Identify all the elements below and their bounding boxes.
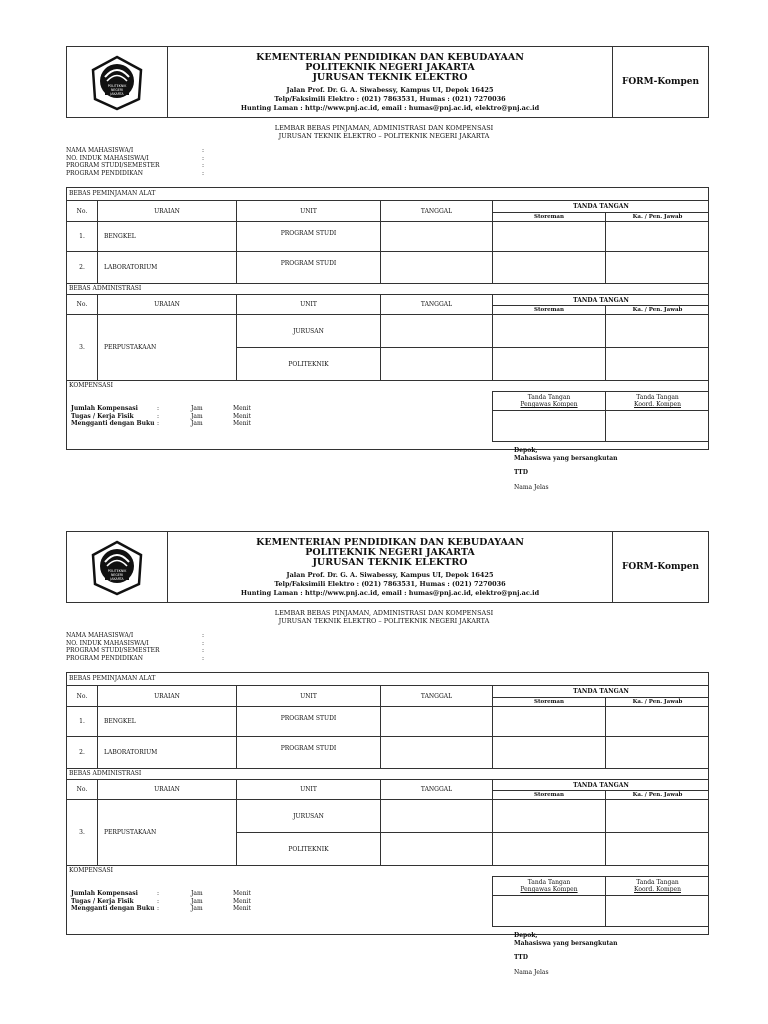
sign-role: Mahasiswa yang bersangkutan <box>514 454 618 462</box>
row-ka-sign <box>605 706 709 736</box>
komp-jam: Jam <box>191 897 203 905</box>
komp-label: Tugas / Kerja Fisik <box>71 897 134 905</box>
col-storeman: Storeman <box>492 790 605 799</box>
row-no: 3. <box>67 314 97 380</box>
sign-name: Nama Jelas <box>514 968 549 976</box>
ministry-name: KEMENTERIAN PENDIDIKAN DAN KEBUDAYAAN <box>256 537 524 548</box>
row-storeman-sign <box>492 799 605 832</box>
school-name: POLITEKNIK NEGERI JAKARTA <box>305 62 475 73</box>
field-label: NAMA MAHASISWA/I <box>66 632 134 639</box>
row-storeman-sign <box>492 832 605 865</box>
pnj-logo <box>89 55 145 111</box>
komp-jam: Jam <box>191 890 203 897</box>
student-fields <box>66 147 204 177</box>
svg-text:NEGERI: NEGERI <box>110 88 124 92</box>
ministry-name: KEMENTERIAN PENDIDIKAN DAN KEBUDAYAAN <box>256 52 524 63</box>
sign-pengawas-label <box>492 876 605 895</box>
col-no: No. <box>67 294 97 314</box>
row-ka-sign <box>605 832 709 865</box>
sign-pengawas-box <box>492 895 605 926</box>
subtitle-1: LEMBAR BEBAS PINJAMAN, ADMINISTRASI DAN KOMPENSASI <box>274 124 494 132</box>
komp-menit: Menit <box>233 412 251 420</box>
row-tanggal <box>380 736 492 768</box>
col-storeman: Storeman <box>492 697 605 706</box>
logo-cell <box>67 532 168 602</box>
form-id: FORM-Kompen <box>612 47 708 117</box>
col-tanggal: TANGGAL <box>380 685 492 706</box>
field-colon: : <box>202 169 205 177</box>
kompensasi-lines <box>71 890 251 913</box>
row-ka-sign <box>605 799 709 832</box>
subtitle-1: LEMBAR BEBAS PINJAMAN, ADMINISTRASI DAN KOMPENSASI <box>274 609 494 617</box>
komp-colon: : <box>157 905 160 912</box>
kompensasi-lines <box>71 405 251 428</box>
row-no: 2. <box>67 736 97 768</box>
signature-block <box>514 932 618 976</box>
sign-ttd: TTD <box>514 954 528 961</box>
komp-menit: Menit <box>233 405 251 412</box>
komp-colon: : <box>157 897 160 905</box>
sign-koord-line2: Koord. Kompen <box>634 401 681 408</box>
row-no: 3. <box>67 799 97 865</box>
section-title-kompensasi: KOMPENSASI <box>69 867 113 874</box>
col-unit: UNIT <box>236 294 380 314</box>
logo-cell <box>67 47 168 117</box>
komp-label: Tugas / Kerja Fisik <box>71 412 134 420</box>
form-header <box>66 46 709 118</box>
col-storeman: Storeman <box>492 305 605 314</box>
komp-label: Mengganti dengan Buku <box>71 905 155 912</box>
subtitle-2: JURUSAN TEKNIK ELEKTRO – POLITEKNIK NEGERI JAKARTA <box>278 617 490 625</box>
col-unit: UNIT <box>236 200 380 221</box>
field-label: PROGRAM STUDI/SEMESTER <box>66 647 160 654</box>
row-ka-sign <box>605 251 709 283</box>
row-uraian: LABORATORIUM <box>97 251 236 283</box>
row-storeman-sign <box>492 736 605 768</box>
sign-pengawas-line2: Pengawas Kompen <box>520 401 578 408</box>
komp-colon: : <box>157 890 160 897</box>
col-uraian: URAIAN <box>97 779 236 799</box>
sign-pengawas-box <box>492 410 605 441</box>
komp-colon: : <box>157 420 160 427</box>
row-storeman-sign <box>492 347 605 380</box>
section-title-kompensasi: KOMPENSASI <box>69 382 113 389</box>
komp-colon: : <box>157 405 160 412</box>
field-label: PROGRAM STUDI/SEMESTER <box>66 162 160 169</box>
col-tanggal: TANGGAL <box>380 779 492 799</box>
col-no: No. <box>67 685 97 706</box>
svg-text:NEGERI: NEGERI <box>110 573 124 577</box>
col-no: No. <box>67 200 97 221</box>
sign-koord-label <box>605 876 709 895</box>
section-title-admin: BEBAS ADMINISTRASI <box>69 285 142 292</box>
address: Jalan Prof. Dr. G. A. Siwabessy, Kampus UI, Depok 16425 <box>286 571 494 579</box>
col-uraian: URAIAN <box>97 200 236 221</box>
institution-block <box>167 532 613 602</box>
section-title-alat: BEBAS PEMINJAMAN ALAT <box>69 675 156 682</box>
col-tanda-tangan: TANDA TANGAN <box>492 200 709 212</box>
phone: Telp/Faksimili Elektro : (021) 7863531, Humas : (021) 7270036 <box>274 580 506 588</box>
svg-text:POLITEKNIK: POLITEKNIK <box>107 569 127 573</box>
section-title-alat: BEBAS PEMINJAMAN ALAT <box>69 190 156 197</box>
col-uraian: URAIAN <box>97 685 236 706</box>
institution-block <box>167 47 613 117</box>
sign-pengawas-line1: Tanda Tangan <box>527 879 571 886</box>
field-label: PROGRAM PENDIDIKAN <box>66 654 144 662</box>
komp-label: Jumlah Kompensasi <box>71 405 138 412</box>
col-unit: UNIT <box>236 685 380 706</box>
kompen-form <box>0 0 768 491</box>
sign-ttd: TTD <box>514 469 528 476</box>
phone: Telp/Faksimili Elektro : (021) 7863531, Humas : (021) 7270036 <box>274 95 506 103</box>
row-tanggal <box>380 251 492 283</box>
row-no: 1. <box>67 706 97 736</box>
web-email: Hunting Laman : http://www.pnj.ac.id, email : humas@pnj.ac.id, elektro@pnj.ac.id <box>240 104 540 112</box>
svg-text:JAKARTA: JAKARTA <box>110 577 124 581</box>
address: Jalan Prof. Dr. G. A. Siwabessy, Kampus UI, Depok 16425 <box>286 86 494 94</box>
section-bar-kompensasi <box>67 380 709 391</box>
row-ka-sign <box>605 736 709 768</box>
row-unit: PROGRAM STUDI <box>236 706 380 736</box>
row-unit-politeknik: POLITEKNIK <box>236 347 380 380</box>
department-name: JURUSAN TEKNIK ELEKTRO <box>312 557 468 568</box>
sign-koord-label <box>605 391 709 410</box>
row-ka-sign <box>605 314 709 347</box>
row-storeman-sign <box>492 314 605 347</box>
section-title-admin: BEBAS ADMINISTRASI <box>69 770 142 777</box>
komp-colon: : <box>157 412 160 420</box>
field-colon: : <box>202 654 205 662</box>
col-tanda-tangan: TANDA TANGAN <box>492 685 709 697</box>
row-unit: PROGRAM STUDI <box>236 221 380 251</box>
komp-menit: Menit <box>233 420 251 427</box>
row-storeman-sign <box>492 251 605 283</box>
field-colon: : <box>202 632 205 639</box>
sign-place: Depok, <box>514 932 538 939</box>
sign-place: Depok, <box>514 447 538 454</box>
field-colon: : <box>202 162 205 169</box>
section-bar-admin <box>67 283 709 294</box>
kompen-form <box>0 485 768 976</box>
clearance-table <box>66 672 709 935</box>
komp-menit: Menit <box>233 897 251 905</box>
komp-menit: Menit <box>233 890 251 897</box>
col-storeman: Storeman <box>492 212 605 221</box>
field-colon: : <box>202 639 205 647</box>
sign-koord-line2: Koord. Kompen <box>634 886 681 893</box>
sign-pengawas-label <box>492 391 605 410</box>
sign-name: Nama Jelas <box>514 483 549 491</box>
row-no: 2. <box>67 251 97 283</box>
subtitle-2: JURUSAN TEKNIK ELEKTRO – POLITEKNIK NEGERI JAKARTA <box>278 132 490 140</box>
komp-jam: Jam <box>191 905 203 912</box>
section-bar-admin <box>67 768 709 779</box>
sign-pengawas-line2: Pengawas Kompen <box>520 886 578 893</box>
row-uraian: PERPUSTAKAAN <box>97 799 236 865</box>
row-tanggal <box>380 832 492 865</box>
row-unit-jurusan: JURUSAN <box>236 314 380 347</box>
field-label: PROGRAM PENDIDIKAN <box>66 169 144 177</box>
sign-pengawas-line1: Tanda Tangan <box>527 394 571 401</box>
row-uraian: LABORATORIUM <box>97 736 236 768</box>
field-label: NAMA MAHASISWA/I <box>66 147 134 154</box>
sign-koord-line1: Tanda Tangan <box>636 879 679 886</box>
row-no: 1. <box>67 221 97 251</box>
form-header <box>66 531 709 603</box>
sign-koord-box <box>605 410 709 441</box>
pnj-logo <box>89 540 145 596</box>
col-tanggal: TANGGAL <box>380 294 492 314</box>
svg-text:JAKARTA: JAKARTA <box>110 92 124 96</box>
sign-box-bottom <box>492 441 709 442</box>
field-colon: : <box>202 647 205 654</box>
row-tanggal <box>380 314 492 347</box>
row-unit-politeknik: POLITEKNIK <box>236 832 380 865</box>
row-storeman-sign <box>492 706 605 736</box>
row-tanggal <box>380 347 492 380</box>
col-no: No. <box>67 779 97 799</box>
student-fields <box>66 632 204 662</box>
school-name: POLITEKNIK NEGERI JAKARTA <box>305 547 475 558</box>
row-ka-sign <box>605 221 709 251</box>
col-uraian: URAIAN <box>97 294 236 314</box>
field-colon: : <box>202 147 205 154</box>
col-tanggal: TANGGAL <box>380 200 492 221</box>
row-unit-jurusan: JURUSAN <box>236 799 380 832</box>
form-id: FORM-Kompen <box>612 532 708 602</box>
row-unit: PROGRAM STUDI <box>236 251 380 283</box>
komp-menit: Menit <box>233 905 251 912</box>
komp-jam: Jam <box>191 412 203 420</box>
col-ka: Ka. / Pen. Jawab <box>605 697 709 706</box>
row-unit: PROGRAM STUDI <box>236 736 380 768</box>
row-tanggal <box>380 799 492 832</box>
web-email: Hunting Laman : http://www.pnj.ac.id, email : humas@pnj.ac.id, elektro@pnj.ac.id <box>240 589 540 597</box>
row-uraian: BENGKEL <box>97 706 236 736</box>
col-ka: Ka. / Pen. Jawab <box>605 305 709 314</box>
col-tanda-tangan: TANDA TANGAN <box>492 294 709 305</box>
field-label: NO. INDUK MAHASISWA/I <box>66 154 149 162</box>
col-ka: Ka. / Pen. Jawab <box>605 790 709 799</box>
row-uraian: PERPUSTAKAAN <box>97 314 236 380</box>
svg-text:POLITEKNIK: POLITEKNIK <box>107 84 127 88</box>
clearance-table <box>66 187 709 450</box>
field-label: NO. INDUK MAHASISWA/I <box>66 639 149 647</box>
komp-jam: Jam <box>191 420 203 427</box>
field-colon: : <box>202 154 205 162</box>
row-tanggal <box>380 706 492 736</box>
row-uraian: BENGKEL <box>97 221 236 251</box>
row-storeman-sign <box>492 221 605 251</box>
sign-role: Mahasiswa yang bersangkutan <box>514 939 618 947</box>
row-tanggal <box>380 221 492 251</box>
sign-koord-box <box>605 895 709 926</box>
col-unit: UNIT <box>236 779 380 799</box>
sign-koord-line1: Tanda Tangan <box>636 394 679 401</box>
department-name: JURUSAN TEKNIK ELEKTRO <box>312 72 468 83</box>
komp-jam: Jam <box>191 405 203 412</box>
sign-box-bottom <box>492 926 709 927</box>
row-ka-sign <box>605 347 709 380</box>
col-ka: Ka. / Pen. Jawab <box>605 212 709 221</box>
section-bar-kompensasi <box>67 865 709 876</box>
komp-label: Mengganti dengan Buku <box>71 420 155 427</box>
komp-label: Jumlah Kompensasi <box>71 890 138 897</box>
col-tanda-tangan: TANDA TANGAN <box>492 779 709 790</box>
